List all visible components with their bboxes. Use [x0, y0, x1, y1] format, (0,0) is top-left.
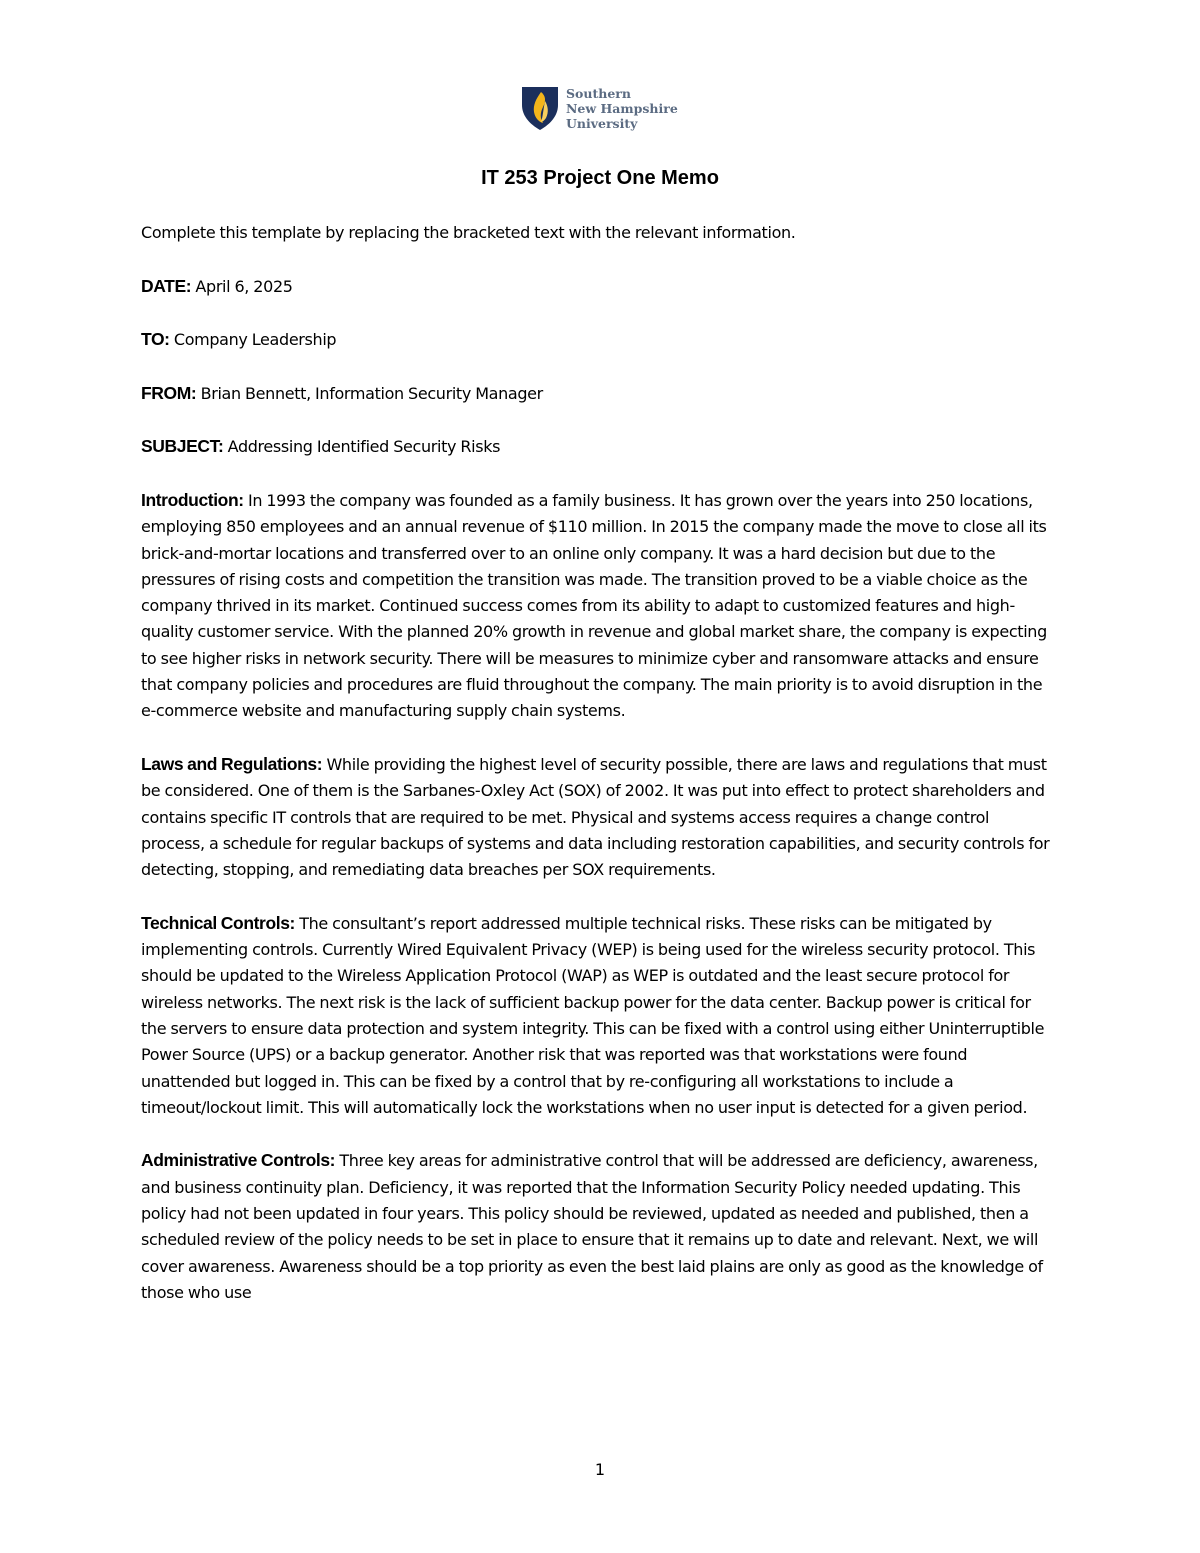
page-number: 1 — [594, 1460, 606, 1479]
logo-line-3: University — [566, 115, 638, 131]
date-label: DATE: — [141, 275, 192, 296]
technical-text: The consultant’s report addressed multiple technical risks. These risks can be mitigated by implementing controls. Currently Wired Equivalent Privacy (WEP) is being used for the wireless security protocol. This should be updated to the Wireless Application Protocol (WAP) as WEP is outdated and the least secure protocol for wireless networks. The next risk is the lack of sufficient backup power for the data center. Backup power is critical for the servers to ensure data protection and system integrity. This can be fixed with a control using either Uninterruptible Power Source (UPS) or a backup generator. Another risk that was reported was that workstations were found unattended but logged in. This can be fixed by a control that by re-configuring all workstations to include a timeout/lockout limit. This will automatically lock the workstations when no user input is detected for a given period. — [141, 913, 1045, 1117]
subject-line — [141, 433, 1056, 460]
introduction-text: In 1993 the company was founded as a family business. It has grown over the years into 250 locations, employing 850 employees and an annual revenue of $110 million. In 2015 the company made the move to close all its brick-and-mortar locations and transferred over to an online only company. It was a hard decision but due to the pressures of rising costs and competition the transition was made. The transition proved to be a viable choice as the company thrived in its market. Continued success comes from its ability to adapt to customized features and high-quality customer service. With the planned 20% growth in revenue and global market share, the company is expecting to see higher risks in network security. There will be measures to minimize cyber and ransomware attacks and ensure that company policies and procedures are fluid throughout the company. The main priority is to avoid disruption in the e-commerce website and manufacturing supply chain systems. — [141, 490, 1047, 721]
introduction-label: Introduction: — [141, 489, 244, 510]
from-value: Brian Bennett, Information Security Manager — [200, 383, 543, 403]
technical-label: Technical Controls: — [141, 912, 295, 933]
from-label: FROM: — [141, 382, 197, 403]
laws-paragraph — [141, 751, 1056, 883]
instruction-text: Complete this template by replacing the bracketed text with the relevant information. — [141, 223, 796, 242]
to-label: TO: — [141, 329, 170, 350]
introduction-paragraph — [141, 487, 1056, 725]
from-line — [141, 380, 1056, 407]
administrative-label: Administrative Controls: — [141, 1150, 336, 1171]
subject-value: Addressing Identified Security Risks — [227, 437, 501, 457]
logo-line-1: Southern — [566, 85, 631, 101]
date-value: April 6, 2025 — [195, 276, 293, 296]
laws-text: While providing the highest level of security possible, there are laws and regulations that must be considered. One of them is the Sarbanes-Oxley Act (SOX) of 2002. It was put into effect to protect shareholders and contains specific IT controls that are required to be met. Physical and systems access requires a change control process, a schedule for regular backups of systems and data including restoration capabilities, and security controls for detecting, stopping, and remediating data breaches per SOX requirements. — [141, 754, 1050, 880]
memo-body — [141, 220, 1056, 1332]
technical-paragraph — [141, 910, 1056, 1121]
university-logo — [519, 84, 678, 132]
subject-label: SUBJECT: — [141, 436, 224, 457]
to-line — [141, 326, 1056, 353]
logo-line-2: New Hampshire — [566, 100, 678, 116]
to-value: Company Leadership — [173, 330, 337, 350]
memo-title: IT 253 Project One Memo — [481, 167, 719, 189]
laws-label: Laws and Regulations: — [141, 753, 323, 774]
administrative-paragraph — [141, 1147, 1056, 1306]
shield-flame-icon — [519, 85, 561, 131]
administrative-text: Three key areas for administrative control that will be addressed are deficiency, awareness, and business continuity plan. Deficiency, it was reported that the Information Security Policy needed updating. This policy had not been updated in four years. This policy should be reviewed, updated as needed and published, then a scheduled review of the policy needs to be set in place to ensure that it remains up to date and relevant. Next, we will cover awareness. Awareness should be a top priority as even the best laid plains are only as good as the knowledge of those who use — [141, 1151, 1043, 1302]
date-line — [141, 273, 1056, 300]
logo-wordmark — [566, 86, 678, 131]
